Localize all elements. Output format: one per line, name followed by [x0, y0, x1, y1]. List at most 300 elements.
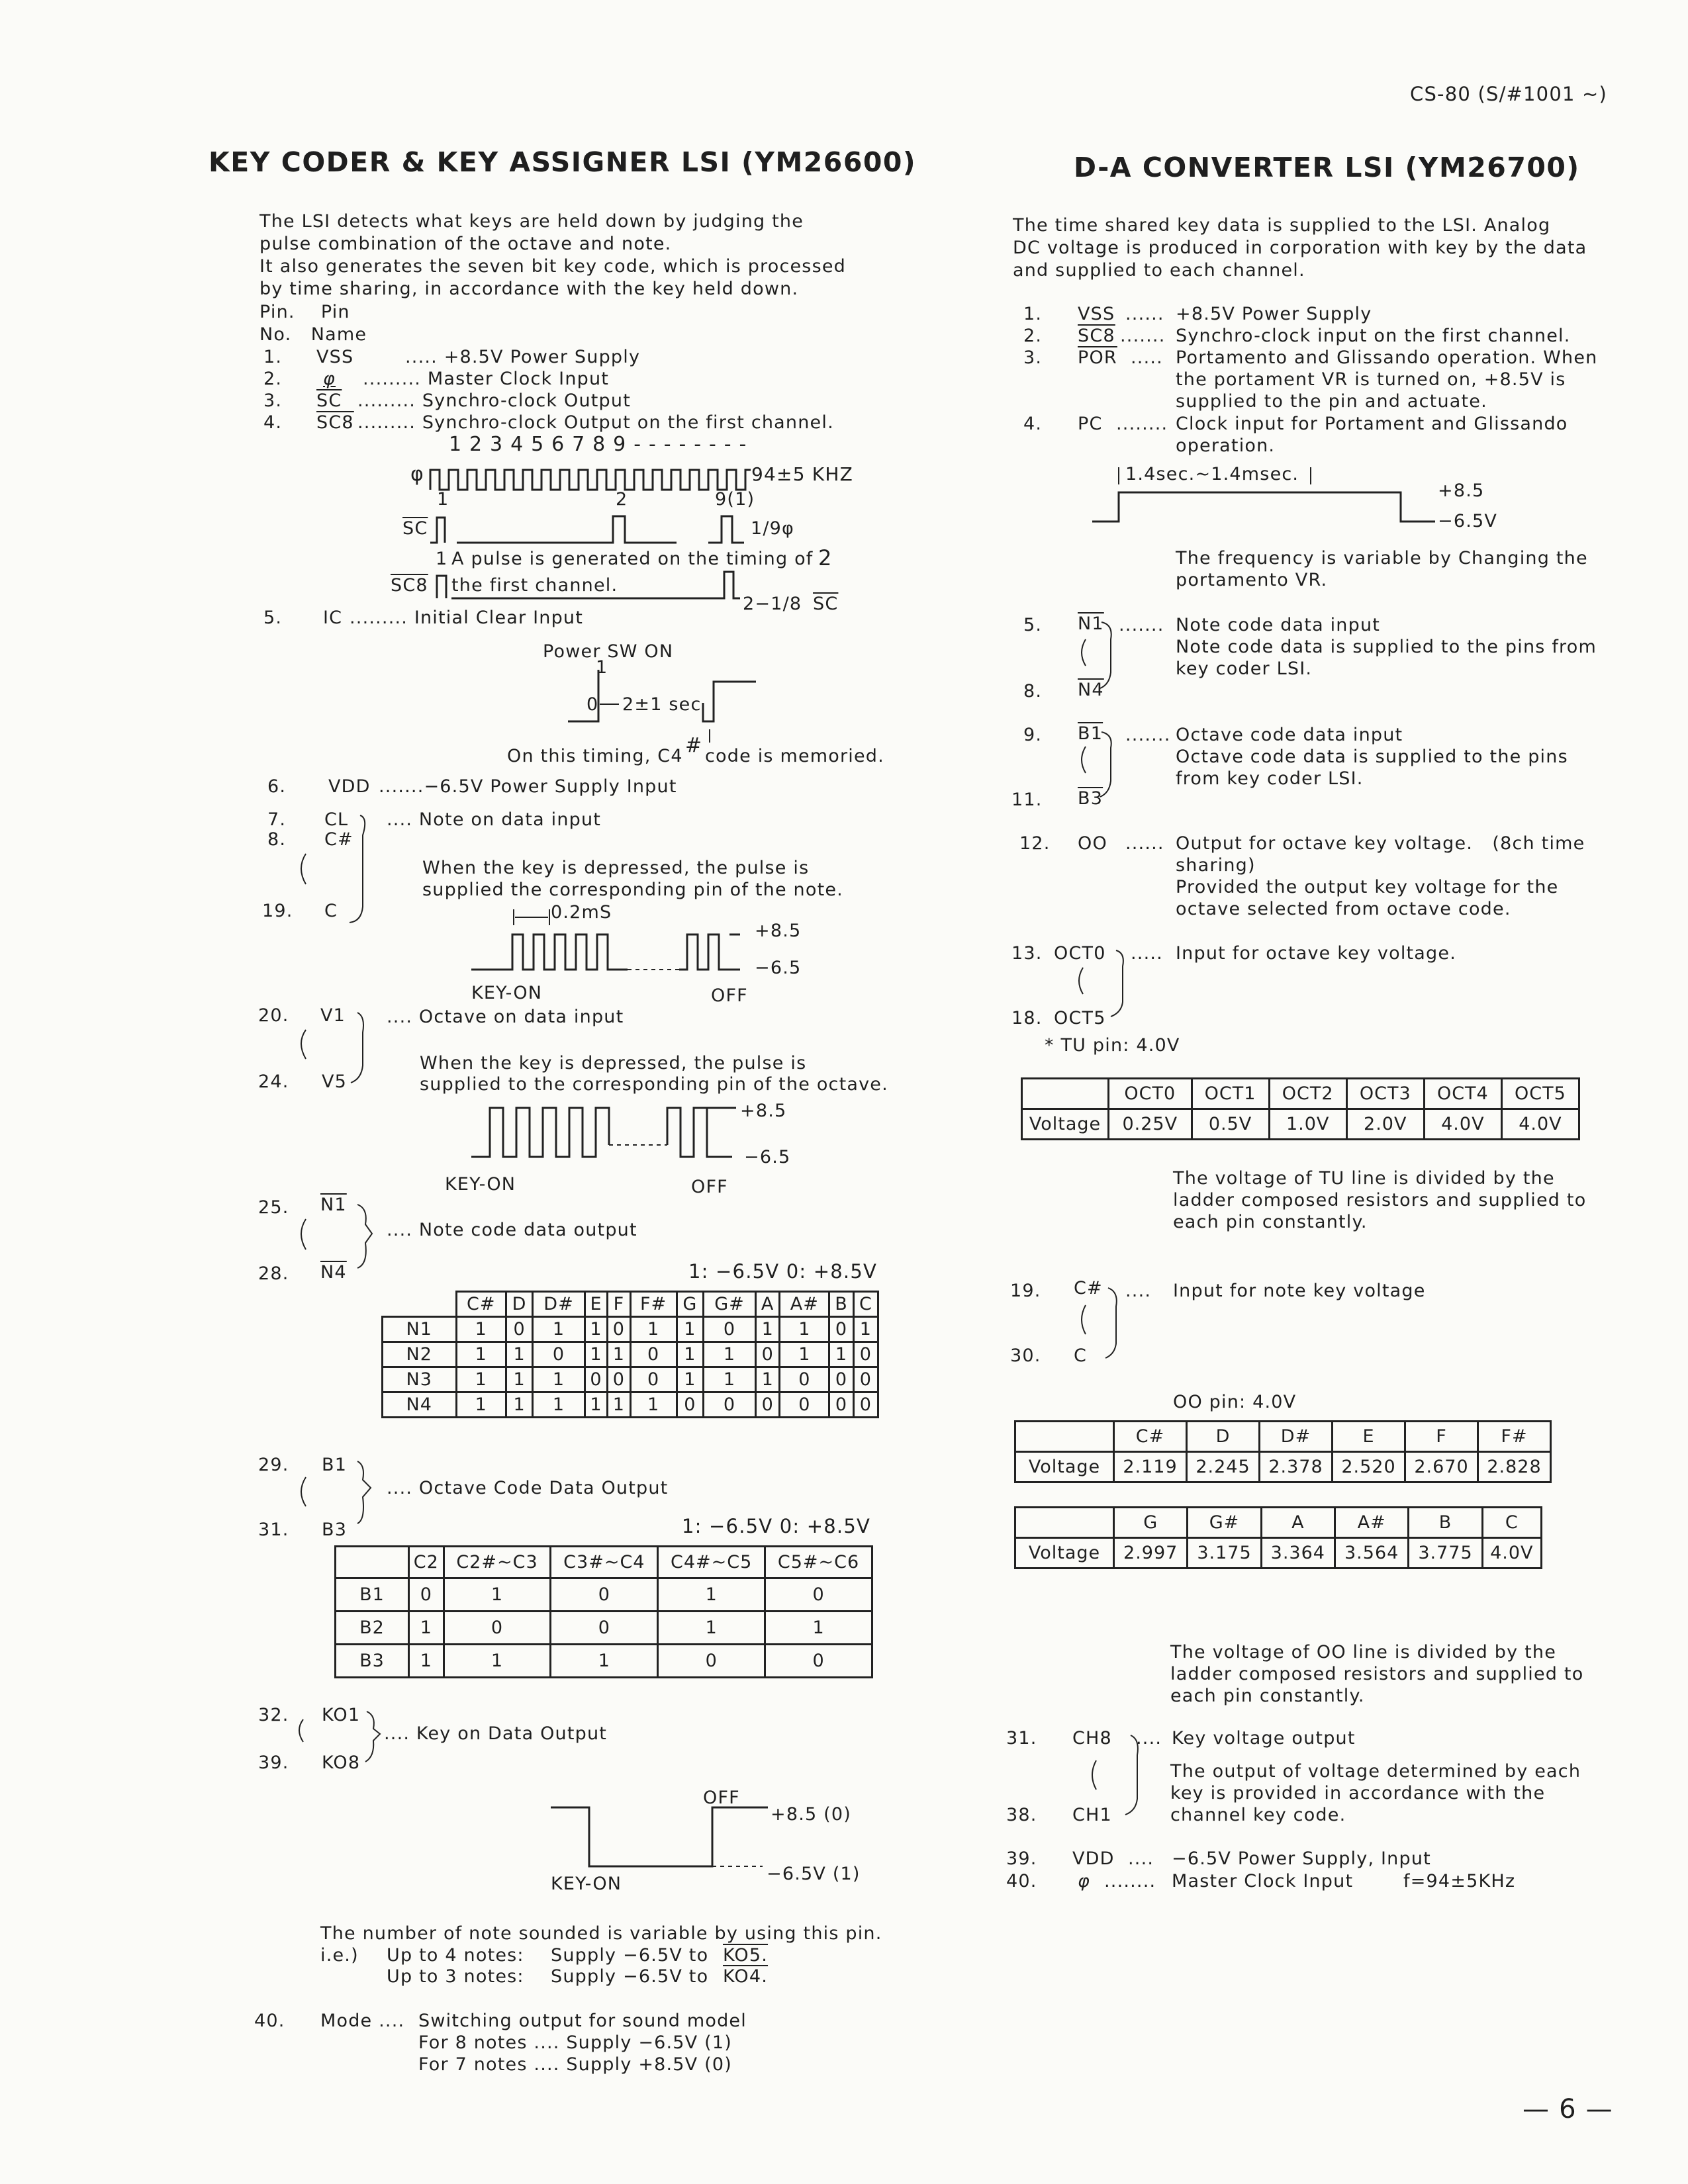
pin-desc-cont: octave selected from octave code. — [1176, 899, 1511, 919]
left-intro-2: pulse combination of the octave and note. — [259, 234, 672, 254]
table-cell: 1 — [780, 1342, 829, 1367]
power-note-a: On this timing, C4 — [507, 746, 683, 766]
octave-code-table — [334, 1545, 873, 1678]
pin-desc: ......... Master Clock Input — [363, 369, 610, 389]
pin-desc: Note code data input — [1176, 615, 1381, 635]
pin-name: VDD — [1072, 1848, 1115, 1869]
oo-note-3: each pin constantly. — [1170, 1686, 1365, 1706]
pin-name: OCT0 — [1054, 943, 1106, 964]
table-header: D# — [533, 1292, 585, 1317]
note-voltage-table-1 — [1014, 1420, 1552, 1483]
brace-r-pin13-18 — [1111, 950, 1123, 1017]
sc-waveform — [430, 516, 744, 543]
row-label: B3 — [336, 1645, 409, 1678]
pin-no: 3. — [263, 390, 283, 411]
table-cell: 2.997 — [1114, 1538, 1188, 1569]
pin-header-1: Pin. Pin — [259, 302, 350, 322]
pin-desc-cont: Note code data is supplied to the pins from — [1176, 637, 1597, 657]
pin-no: 30. — [1010, 1345, 1041, 1366]
table-cell: 4.0V — [1501, 1109, 1579, 1140]
table-cell: 0 — [677, 1392, 703, 1418]
pin-desc: +8.5V Power Supply — [1176, 304, 1372, 324]
oo-pin-note: OO pin: 4.0V — [1173, 1392, 1297, 1412]
pin-no: 20. — [258, 1005, 289, 1026]
pin-desc: Synchro-clock input on the first channel. — [1176, 326, 1571, 346]
table-cell: 1 — [829, 1342, 854, 1367]
power-sw-label: Power SW ON — [543, 641, 674, 662]
note-on-width-marker — [514, 909, 549, 925]
pc-waveform — [1092, 492, 1435, 522]
table-header: A — [755, 1292, 780, 1317]
octave-on-label: .... Octave on data input — [387, 1007, 624, 1027]
pin-no: 18. — [1011, 1008, 1043, 1028]
pin-no: 31. — [1006, 1728, 1037, 1749]
pin-name: B1 — [322, 1455, 348, 1475]
pin-dots: ..... — [1131, 347, 1163, 368]
pin-desc: ......... Initial Clear Input — [350, 608, 584, 628]
table-header: G# — [1188, 1508, 1261, 1538]
table-cell: 0 — [704, 1317, 756, 1342]
pin-no: 24. — [258, 1071, 289, 1092]
tu-note-2: ladder composed resistors and supplied to — [1173, 1190, 1587, 1210]
notes-ie: i.e.) — [320, 1945, 359, 1966]
table-row — [1015, 1538, 1542, 1569]
row-label: Voltage — [1022, 1109, 1109, 1140]
table-cell: 3.175 — [1188, 1538, 1261, 1569]
pin-dots: ...... — [1125, 304, 1164, 324]
pin-dots: ....... — [1125, 725, 1171, 745]
clock-freq: 94±5 KHZ — [751, 463, 854, 485]
first-channel: the first channel. — [451, 575, 618, 596]
pin-desc: Switching output for sound model — [418, 2011, 747, 2031]
table-row — [1015, 1452, 1551, 1482]
pin-name: OCT5 — [1054, 1008, 1106, 1028]
power-sharp: # — [685, 734, 703, 757]
table-header: C — [853, 1292, 878, 1317]
table-cell: 0 — [585, 1367, 607, 1392]
pin-desc-cont: from key coder LSI. — [1176, 768, 1364, 789]
table-header: OCT2 — [1269, 1079, 1346, 1109]
pin-name: N4 — [1078, 680, 1104, 700]
note-code-table — [381, 1291, 879, 1418]
pin-name: OO — [1078, 833, 1107, 854]
pin-name: C# — [1074, 1278, 1103, 1298]
table-cell: 0 — [853, 1367, 878, 1392]
tilde-left-4 — [301, 1477, 306, 1506]
table-cell: 2.670 — [1405, 1452, 1478, 1482]
pin-dots: .... — [1136, 1728, 1162, 1749]
key-on-wave-key-on: KEY-ON — [551, 1874, 622, 1894]
tilde-left-3 — [301, 1219, 306, 1250]
row-label: N3 — [383, 1367, 457, 1392]
pulse-two: 2 — [818, 545, 833, 570]
note-on-key-on: KEY-ON — [471, 983, 543, 1003]
table-cell: 1 — [551, 1645, 658, 1678]
pin-desc-cont: Provided the output key voltage for the — [1176, 877, 1559, 897]
pin-no: 39. — [258, 1752, 289, 1773]
pin-no: 4. — [263, 412, 283, 433]
oo-note-2: ladder composed resistors and supplied to — [1170, 1664, 1584, 1684]
table-cell: 0 — [755, 1392, 780, 1418]
pin-desc: Input for note key voltage — [1173, 1281, 1426, 1301]
pin-dots: ...... — [1125, 833, 1164, 854]
pin-no: 8. — [1023, 681, 1043, 702]
table-header: E — [585, 1292, 607, 1317]
tilde-r-pin13-18 — [1079, 968, 1083, 994]
table-cell: 0 — [506, 1317, 532, 1342]
pin-no: 5. — [1023, 615, 1043, 635]
clock-mark-2: 2 — [616, 489, 628, 510]
table-cell: 1 — [780, 1317, 829, 1342]
pin-name: VSS — [316, 347, 354, 367]
row-label: Voltage — [1015, 1452, 1114, 1482]
table-header: G# — [704, 1292, 756, 1317]
pin-name: N1 — [1078, 614, 1104, 634]
note-on-minus: −6.5 — [755, 958, 802, 978]
table-header: C4#~C5 — [658, 1547, 765, 1578]
pin-desc: ......... Synchro-clock Output — [357, 390, 631, 411]
notes-row2-b: Supply −6.5V to — [551, 1966, 709, 1987]
brace-r-pin19-30 — [1105, 1288, 1117, 1358]
notes-row2-c: KO4. — [723, 1966, 769, 1987]
pin-desc: Master Clock Input — [1172, 1871, 1354, 1891]
pin-dots: ..... — [1131, 943, 1163, 964]
table-cell: 1 — [755, 1367, 780, 1392]
brace-pin32-39 — [365, 1711, 380, 1762]
left-title: KEY CODER & KEY ASSIGNER LSI (YM26600) — [209, 146, 917, 178]
pin-no: 7. — [267, 809, 287, 830]
pulse-mark: 1 — [436, 549, 448, 569]
table-header: A# — [1335, 1508, 1408, 1538]
pin-desc: Clock input for Portament and Glissando — [1176, 414, 1568, 434]
octave-on-waveform — [471, 1108, 736, 1157]
octave-on-minus: −6.5 — [744, 1147, 791, 1167]
pin-no: 38. — [1006, 1805, 1037, 1825]
tilde-left-5 — [299, 1719, 303, 1742]
pin-name: KO8 — [322, 1752, 361, 1773]
pin-desc: ..... +8.5V Power Supply — [405, 347, 641, 367]
table-header: C# — [1114, 1422, 1187, 1452]
pin-no: 6. — [267, 776, 287, 797]
pin-no: 32. — [258, 1705, 289, 1725]
table-cell: 1 — [608, 1392, 630, 1418]
table-cell: 4.0V — [1482, 1538, 1541, 1569]
table-cell: 0 — [755, 1342, 780, 1367]
table-cell: 0 — [853, 1392, 878, 1418]
table-cell: 0 — [853, 1342, 878, 1367]
brace-pin25-28 — [357, 1205, 372, 1268]
pin-name: B3 — [1078, 788, 1103, 809]
pin-name: VSS — [1078, 304, 1115, 324]
table-cell: 1 — [444, 1645, 551, 1678]
pin-desc-cont: The output of voltage determined by each — [1170, 1761, 1581, 1782]
pin-no: 9. — [1023, 725, 1043, 745]
table-cell: 0 — [829, 1317, 854, 1342]
table-cell: 1 — [409, 1645, 444, 1678]
note-on-text-1: When the key is depressed, the pulse is — [422, 858, 810, 878]
table-cell: 1 — [585, 1392, 607, 1418]
right-intro-1: The time shared key data is supplied to the LSI. Analog — [1013, 215, 1551, 236]
octave-on-key-on: KEY-ON — [445, 1174, 516, 1195]
tilde-r-pin5-8 — [1082, 639, 1086, 666]
table-cell: 3.564 — [1335, 1538, 1408, 1569]
row-label: N2 — [383, 1342, 457, 1367]
clock-waveform — [430, 470, 751, 490]
por-desc-3: supplied to the pin and actuate. — [1176, 391, 1487, 412]
right-title: D-A CONVERTER LSI (YM26700) — [1074, 152, 1580, 183]
table-header: C# — [456, 1292, 506, 1317]
clock-mark-1: 1 — [437, 489, 449, 510]
pulse-note: A pulse is generated on the timing of — [451, 549, 814, 569]
pin-no: 25. — [258, 1197, 289, 1218]
tilde-left-1 — [301, 854, 306, 884]
pin-no: 11. — [1011, 790, 1043, 810]
pc-plus: +8.5 — [1438, 480, 1485, 501]
pin-name: CH1 — [1072, 1805, 1112, 1825]
right-intro-3: and supplied to each channel. — [1013, 260, 1305, 281]
power-zero: 0 — [586, 694, 599, 715]
pin-desc: .......−6.5V Power Supply Input — [379, 776, 677, 797]
table-cell: 0.5V — [1192, 1109, 1269, 1140]
table-header: A# — [780, 1292, 829, 1317]
table-header: C2#~C3 — [444, 1547, 551, 1578]
table-cell: 0 — [765, 1645, 872, 1678]
table-header: G — [1114, 1508, 1188, 1538]
table-header: G — [677, 1292, 703, 1317]
power-note-b: code is memoried. — [705, 746, 884, 766]
tilde-left-2 — [301, 1030, 306, 1059]
key-on-wave-minus: −6.5V (1) — [767, 1864, 861, 1884]
table-header: C3#~C4 — [551, 1547, 658, 1578]
pin-no: 19. — [262, 901, 293, 921]
table-cell: 1 — [755, 1317, 780, 1342]
pin-name: B3 — [322, 1520, 348, 1540]
row-label: N4 — [383, 1392, 457, 1418]
table-cell: 1 — [444, 1578, 551, 1612]
table-cell: 1.0V — [1269, 1109, 1346, 1140]
table-header: F# — [630, 1292, 677, 1317]
pin-header-2: No. Name — [259, 324, 367, 345]
pin-name: C — [1074, 1345, 1088, 1366]
pin-name: $\overline{SC}$ — [316, 390, 342, 411]
sc8-ratio: 2−1/8 — [743, 594, 802, 614]
table-row — [336, 1578, 872, 1612]
left-intro-1: The LSI detects what keys are held down by judging the — [259, 211, 804, 232]
sc-label: $\overline{SC}$ — [402, 518, 428, 539]
note-code-label: .... Note code data output — [387, 1220, 637, 1240]
tu-note-1: The voltage of TU line is divided by the — [1173, 1168, 1555, 1189]
table-header: D — [506, 1292, 532, 1317]
table-cell: 0 — [551, 1578, 658, 1612]
pin-desc-cont: Octave code data is supplied to the pins — [1176, 747, 1568, 767]
table-cell: 1 — [506, 1367, 532, 1392]
table-cell: 0 — [551, 1612, 658, 1645]
pin-name: C# — [324, 829, 353, 850]
page-number: — 6 — — [1523, 2094, 1613, 2124]
key-on-wave-plus: +8.5 (0) — [771, 1804, 851, 1825]
table-cell: 1 — [677, 1342, 703, 1367]
table-header: F — [1405, 1422, 1478, 1452]
table-header: OCT5 — [1501, 1079, 1579, 1109]
table-cell: 0 — [765, 1578, 872, 1612]
table-cell: 1 — [608, 1342, 630, 1367]
table-cell: 1 — [585, 1342, 607, 1367]
table-header: C5#~C6 — [765, 1547, 872, 1578]
pin-desc-cont: sharing) — [1176, 855, 1256, 876]
table-cell: 1 — [456, 1367, 506, 1392]
table-header: B — [829, 1292, 854, 1317]
pin-no: 31. — [258, 1520, 289, 1540]
table-header: F# — [1478, 1422, 1551, 1452]
sc-ratio: 1/9φ — [751, 518, 795, 539]
table-cell: 0 — [780, 1392, 829, 1418]
pin-no: 39. — [1006, 1848, 1037, 1869]
pin-name: Mode .... — [320, 2011, 405, 2031]
pin-no: 29. — [258, 1455, 289, 1475]
table-cell: 4.0V — [1424, 1109, 1501, 1140]
pin-no: 8. — [267, 829, 287, 850]
table-header: OCT1 — [1192, 1079, 1269, 1109]
pin-dots: ....... — [1119, 615, 1164, 635]
mode-8-notes: For 8 notes .... Supply −6.5V (1) — [418, 2032, 732, 2053]
table-cell: 1 — [765, 1612, 872, 1645]
table-cell: 0 — [704, 1392, 756, 1418]
pin-name: CH8 — [1072, 1728, 1112, 1749]
freq-note-1: The frequency is variable by Changing the — [1176, 548, 1588, 569]
table-cell: 2.119 — [1114, 1452, 1187, 1482]
brace-pin20-24 — [351, 1013, 363, 1083]
table-cell: 0 — [608, 1317, 630, 1342]
pin-no: 2. — [1023, 326, 1043, 346]
note-on-label: .... Note on data input — [387, 809, 602, 830]
pin-desc-cont: channel key code. — [1170, 1805, 1346, 1825]
pin-no: 28. — [258, 1263, 289, 1284]
note-on-plus: +8.5 — [755, 921, 802, 941]
tu-note-3: each pin constantly. — [1173, 1212, 1368, 1232]
table-cell: 1 — [456, 1392, 506, 1418]
note-voltage-table-2 — [1014, 1506, 1542, 1569]
row-label: N1 — [383, 1317, 457, 1342]
sc8-label: SC8 — [391, 575, 428, 596]
pin-dots: .... — [1125, 1281, 1152, 1301]
table-cell: 0 — [780, 1367, 829, 1392]
pin-no: 2. — [263, 369, 283, 389]
sc8-ratio-sc: $\overline{SC}$ — [813, 594, 839, 614]
table-header: A — [1261, 1508, 1335, 1538]
pin-name: SC8 — [1078, 326, 1115, 346]
clock-count: 1 2 3 4 5 6 7 8 9 - - - - - - - - — [449, 433, 747, 456]
table-cell: 0 — [608, 1367, 630, 1392]
clock-phi: φ — [410, 463, 424, 486]
pin-no: 1. — [1023, 304, 1043, 324]
key-on-waveform — [551, 1807, 768, 1866]
table-row — [336, 1612, 872, 1645]
table-cell: 1 — [853, 1317, 878, 1342]
mode-7-notes: For 7 notes .... Supply +8.5V (0) — [418, 2054, 732, 2075]
table-cell: 0 — [444, 1612, 551, 1645]
note-on-off: OFF — [711, 985, 748, 1006]
pin-name: φ — [1078, 1871, 1091, 1891]
table-cell: 0 — [630, 1367, 677, 1392]
table-cell: 2.828 — [1478, 1452, 1551, 1482]
pin-dots: ........ — [1104, 1871, 1156, 1891]
table-header: E — [1333, 1422, 1405, 1452]
pin-name: B1 — [1078, 723, 1103, 744]
pin-name: C — [324, 901, 338, 921]
notes-row2-a: Up to 3 notes: — [387, 1966, 524, 1987]
tilde-r-pin9-11 — [1082, 747, 1086, 773]
pin-no: 5. — [263, 608, 283, 628]
pin-no: 19. — [1010, 1281, 1041, 1301]
table-cell: 0.25V — [1109, 1109, 1192, 1140]
key-on-label: .... Key on Data Output — [384, 1723, 608, 1744]
table-cell: 1 — [630, 1317, 677, 1342]
pin-name: KO1 — [322, 1705, 361, 1725]
row-label: B2 — [336, 1612, 409, 1645]
pin-dots: .... — [1128, 1848, 1154, 1869]
octave-code-label: .... Octave Code Data Output — [387, 1478, 669, 1498]
table-cell: 1 — [677, 1317, 703, 1342]
pin-desc: Output for octave key voltage. (8ch time — [1176, 833, 1585, 854]
pin-dots: ....... — [1120, 326, 1166, 346]
note-on-width: 0.2mS — [551, 902, 612, 923]
clock-freq-value: f=94±5KHz — [1403, 1871, 1516, 1891]
clock-mark-3: 9(1) — [715, 489, 755, 510]
table-header: B — [1409, 1508, 1482, 1538]
left-intro-4: by time sharing, in accordance with the key held down. — [259, 279, 799, 299]
table-cell: 2.520 — [1333, 1452, 1405, 1482]
notes-row1-a: Up to 4 notes: — [387, 1945, 524, 1966]
table-header: C — [1482, 1508, 1541, 1538]
table-row — [383, 1317, 878, 1342]
table-row — [336, 1645, 872, 1678]
pin-name: V5 — [322, 1071, 348, 1092]
pin-no: 4. — [1023, 414, 1043, 434]
octave-on-text-1: When the key is depressed, the pulse is — [420, 1053, 807, 1073]
table-cell: 1 — [506, 1392, 532, 1418]
pin-desc-cont: operation. — [1176, 435, 1276, 456]
table-row — [383, 1392, 878, 1418]
pin-name: N4 — [320, 1262, 347, 1283]
pin-no: 1. — [263, 347, 283, 367]
table-header: OCT4 — [1424, 1079, 1501, 1109]
tu-pin-note: * TU pin: 4.0V — [1045, 1035, 1180, 1056]
table-header: C2 — [409, 1547, 444, 1578]
table-cell: 0 — [829, 1367, 854, 1392]
table-cell: 1 — [533, 1317, 585, 1342]
table-cell: 1 — [630, 1392, 677, 1418]
tilde-r-pin31-38 — [1092, 1760, 1096, 1790]
row-label: Voltage — [1015, 1538, 1114, 1569]
table-cell: 1 — [456, 1317, 506, 1342]
oct-voltage-table — [1021, 1077, 1580, 1140]
pin-name: IC — [323, 608, 343, 628]
table-header: OCT0 — [1109, 1079, 1192, 1109]
pin-desc: Octave code data input — [1176, 725, 1403, 745]
table-cell: 0 — [533, 1342, 585, 1367]
power-time: 2±1 sec — [622, 694, 702, 715]
pin-name: φ — [323, 369, 336, 389]
octave-on-text-2: supplied to the corresponding pin of the octave. — [420, 1074, 888, 1095]
note-on-waveform — [471, 934, 740, 970]
table-cell: 2.378 — [1260, 1452, 1333, 1482]
pin-desc: −6.5V Power Supply, Input — [1172, 1848, 1431, 1869]
right-intro-2: DC voltage is produced in corporation with key by the data — [1013, 238, 1587, 258]
pin-name: VDD — [328, 776, 371, 797]
table-cell: 1 — [658, 1578, 765, 1612]
octave-on-plus: +8.5 — [740, 1101, 787, 1121]
pin-desc: Portamento and Glissando operation. When — [1176, 347, 1598, 368]
